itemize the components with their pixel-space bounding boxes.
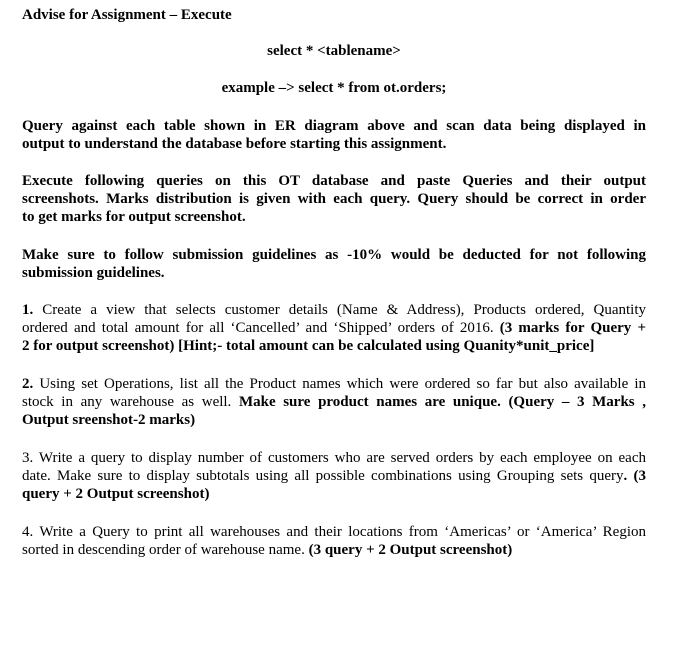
- question-4-line1: 4. Write a Query to print all warehouses and their locations from ‘Americas’ or ‘America’ Region: [22, 524, 646, 540]
- para3-line2: submission guidelines.: [22, 265, 165, 281]
- para1-line2: output to understand the database before starting this assignment.: [22, 136, 447, 152]
- para2-line3: to get marks for output screenshot.: [22, 209, 246, 225]
- syntax-line: select * <tablename>: [267, 43, 401, 59]
- para3-line1: Make sure to follow submission guidelines as -10% would be deducted for not following: [22, 247, 646, 263]
- question-3-line1: 3. Write a query to display number of customers who are served orders by each employee on each: [22, 450, 646, 466]
- question-2-line3: Output sreenshot-2 marks): [22, 412, 196, 428]
- para2-line1: Execute following queries on this OT database and paste Queries and their output: [22, 173, 646, 189]
- example-line: example –> select * from ot.orders;: [221, 80, 447, 96]
- question-3-line2: date. Make sure to display subtotals using all possible combinations using Grouping sets query. (3: [22, 468, 646, 484]
- question-1-line1: 1. Create a view that selects customer details (Name & Address), Products ordered, Quantity: [22, 302, 646, 318]
- para2-line2: screenshots. Marks distribution is given with each query. Query should be correct in order: [22, 191, 646, 207]
- para1-line1: Query against each table shown in ER diagram above and scan data being displayed in: [22, 118, 646, 134]
- question-2-line2: stock in any warehouse as well. Make sure product names are unique. (Query – 3 Marks ,: [22, 394, 646, 410]
- document-title: Advise for Assignment – Execute: [22, 7, 232, 23]
- question-1-line2: ordered and total amount for all ‘Cancelled’ and ‘Shipped’ orders of 2016. (3 marks for Query +: [22, 320, 646, 336]
- question-4-line2: sorted in descending order of warehouse name. (3 query + 2 Output screenshot): [22, 542, 513, 558]
- question-3-line3: query + 2 Output screenshot): [22, 486, 210, 502]
- question-2-line1: 2. Using set Operations, list all the Product names which were ordered so far but also available in: [22, 376, 646, 392]
- question-1-line3: 2 for output screenshot) [Hint;- total amount can be calculated using Quanity*unit_price]: [22, 338, 595, 354]
